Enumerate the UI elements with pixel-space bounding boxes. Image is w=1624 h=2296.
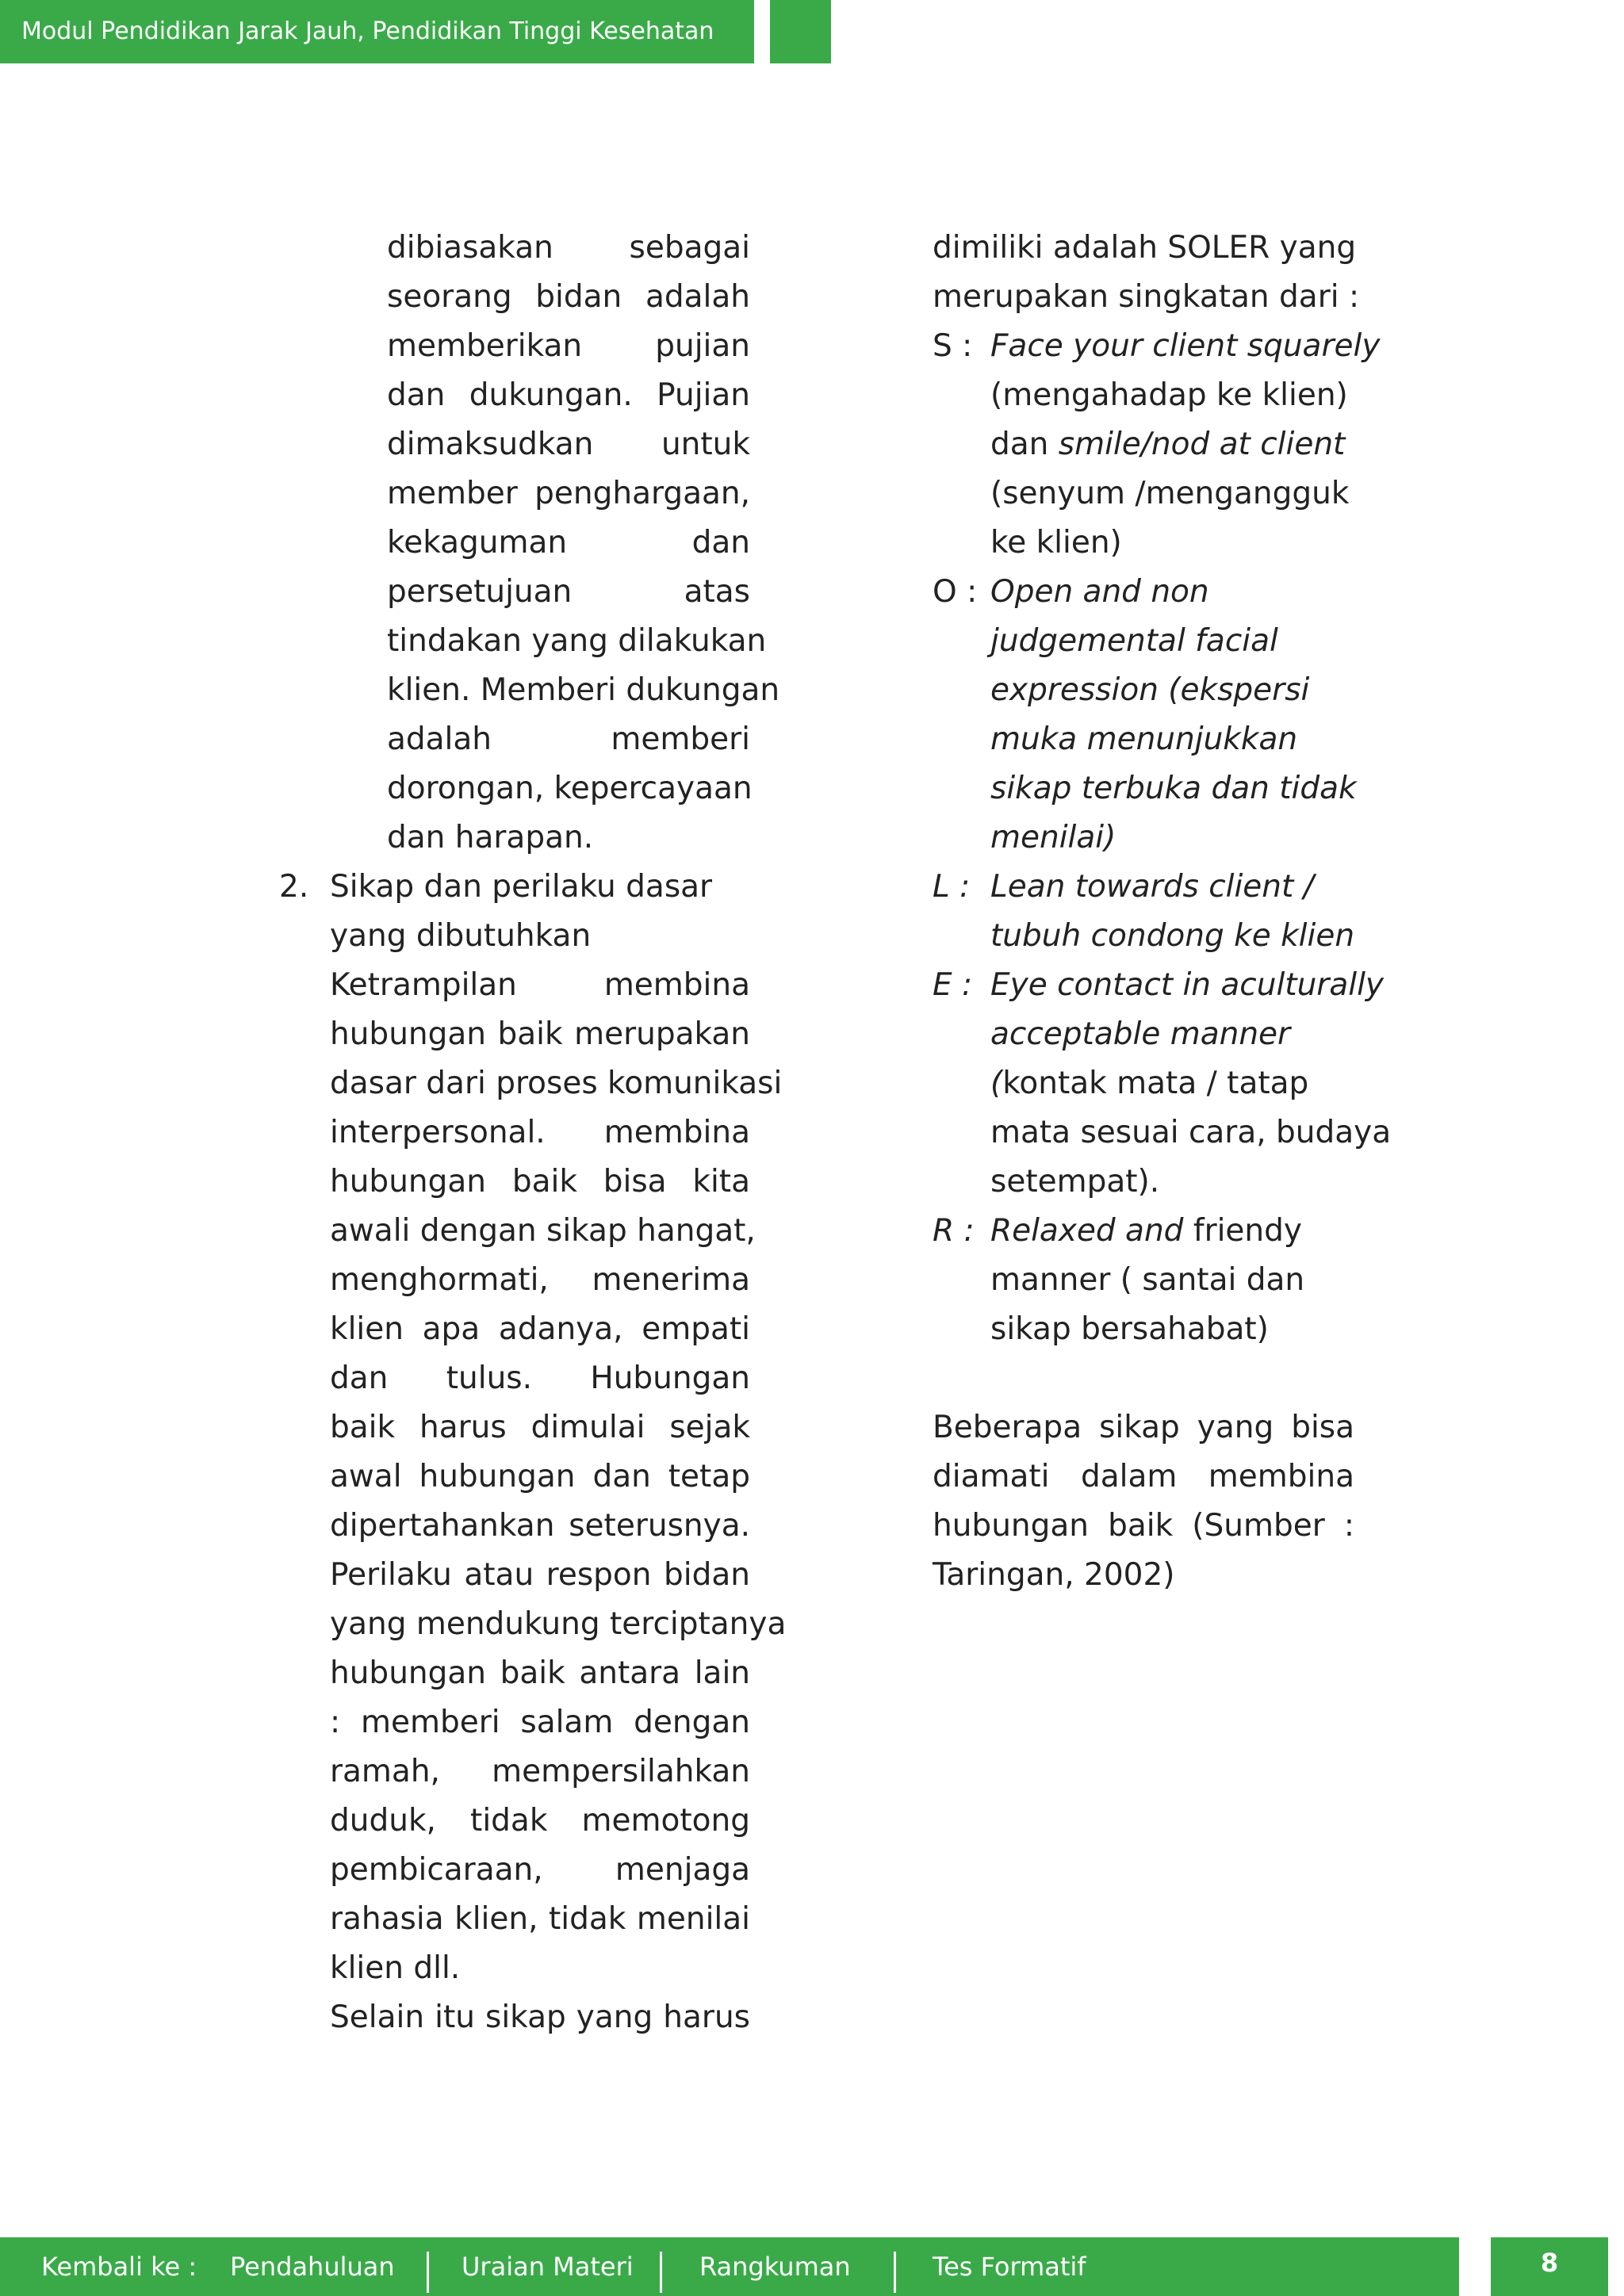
soler-item-r [933,1207,1354,1354]
header-title: Modul Pendidikan Jarak Jauh, Pendidikan Tinggi Kesehatan [21,17,714,45]
text-line: awal hubungan dan tetap [330,1459,750,1494]
soler-text: Relaxed and [990,1213,1184,1249]
text-line: merupakan singkatan dari : [933,279,1360,315]
right-column [933,224,1392,1600]
soler-text-line [990,1207,1304,1256]
footer-back-label: Kembali ke : [41,2252,197,2282]
list-number: 2. [279,869,309,905]
footer-separator [660,2252,662,2293]
soler-text-line [990,420,1380,469]
text-line: dan tulus. Hubungan [330,1360,750,1396]
soler-text: Lean towards client / [990,869,1314,905]
soler-text: muka menunjukkan [990,721,1298,757]
soler-text: (senyum /mengangguk [990,476,1350,511]
soler-text: ke klien) [990,525,1122,561]
footer-separator [894,2252,896,2293]
text-line: hubungan baik antara lain [330,1655,750,1691]
text-line: klien apa adanya, empati [330,1311,750,1347]
page-number-box [1491,2237,1608,2296]
soler-text: manner ( santai dan [990,1262,1305,1298]
text-line: rahasia klien, tidak menilai [330,1901,750,1937]
text-line: Beberapa sikap yang bisa [933,1410,1354,1445]
soler-item-o [933,568,1357,863]
footer-nav [0,2237,1459,2296]
left-column [279,224,787,2042]
soler-item-e [933,961,1392,1207]
text-line: hubungan baik (Sumber : [933,1508,1354,1544]
soler-item-l [933,863,1354,961]
soler-text: judgemental facial [990,623,1278,659]
spacer [933,1354,1354,1403]
closing-paragraph [933,1403,1354,1600]
page-number: 8 [1540,2248,1559,2278]
text-line: baik harus dimulai sejak [330,1410,750,1445]
text-line: kekaguman dan [387,525,750,561]
text-line: yang mendukung terciptanya [330,1606,787,1642]
soler-text: Eye contact in aculturally [990,967,1384,1003]
footer-link-uraian-materi[interactable]: Uraian Materi [462,2252,634,2282]
soler-key: S : [933,328,973,364]
soler-text: acceptable manner [990,1016,1291,1052]
soler-key: E : [933,967,973,1003]
soler-text: friendy [1183,1213,1302,1249]
text-line: dan harapan. [387,820,594,855]
text-line: pembicaraan, menjaga [330,1852,750,1888]
header-accent-square [770,0,831,63]
soler-key: L : [933,869,971,905]
soler-text: mata sesuai cara, budaya [990,1115,1392,1150]
text-line: interpersonal. membina [330,1115,750,1150]
soler-item-s [933,322,1381,568]
text-line: seorang bidan adalah [387,279,750,315]
text-line: dimiliki adalah SOLER yang [933,230,1357,266]
soler-text: kontak mata / tatap [1002,1066,1309,1101]
text-line: dibiasakan sebagai [387,230,750,266]
text-line: adalah memberi [387,721,750,757]
text-line: Ketrampilan membina [330,967,750,1003]
footer-link-rangkuman[interactable]: Rangkuman [699,2252,851,2282]
text-line: dorongan, kepercayaan [387,771,753,806]
text-line: duduk, tidak memotong [330,1803,750,1839]
text-line: hubungan baik bisa kita [330,1164,750,1200]
text-line: dasar dari proses komunikasi [330,1066,783,1101]
text-line: dipertahankan seterusnya. [330,1508,750,1544]
text-line: Taringan, 2002) [933,1557,1175,1593]
soler-text: ( [990,1066,1003,1101]
soler-text: expression (ekspersi [990,672,1310,708]
text-line: : memberi salam dengan [330,1705,750,1740]
soler-text: setempat). [990,1164,1160,1200]
text-line: ramah, mempersilahkan [330,1754,750,1789]
footer-separator [427,2252,429,2293]
soler-key: R : [933,1213,975,1249]
soler-text: menilai) [990,820,1116,855]
text-line: dan dukungan. Pujian [387,377,750,413]
list-item-heading [279,863,750,961]
soler-text: (mengahadap ke klien) [990,377,1348,413]
header-bar [0,0,754,63]
text-line: klien dll. [330,1950,461,1986]
text-line: tindakan yang dilakukan [387,623,767,659]
soler-text: tubuh condong ke klien [990,918,1355,954]
soler-intro [933,224,1360,322]
list-heading-text: Sikap dan perilaku dasar yang dibutuhkan [330,869,713,954]
soler-text: Open and non [990,574,1209,610]
text-line: dimaksudkan untuk [387,427,750,462]
soler-key: O : [933,574,978,610]
continued-paragraph [279,224,780,863]
soler-text: dan [990,427,1059,462]
footer-link-pendahuluan[interactable]: Pendahuluan [230,2252,395,2282]
soler-text-line [990,1059,1391,1108]
text-line: Perilaku atau respon bidan [330,1557,750,1593]
text-line: memberikan pujian [387,328,750,364]
text-line: Selain itu sikap yang harus [330,1999,750,2035]
text-line: awali dengan sikap hangat, [330,1213,756,1249]
text-line: persetujuan atas [387,574,750,610]
text-line: hubungan baik merupakan [330,1016,750,1052]
text-line: menghormati, menerima [330,1262,750,1298]
soler-text: sikap bersahabat) [990,1311,1269,1347]
soler-text: smile/nod at client [1058,427,1346,462]
footer-link-tes-formatif[interactable]: Tes Formatif [933,2252,1086,2282]
text-line: member penghargaan, [387,476,750,511]
item2-paragraph [279,961,787,2042]
text-line: diamati dalam membina [933,1459,1354,1494]
soler-text: sikap terbuka dan tidak [990,771,1357,806]
soler-text: Face your client squarely [990,328,1381,364]
text-line: klien. Memberi dukungan [387,672,780,708]
